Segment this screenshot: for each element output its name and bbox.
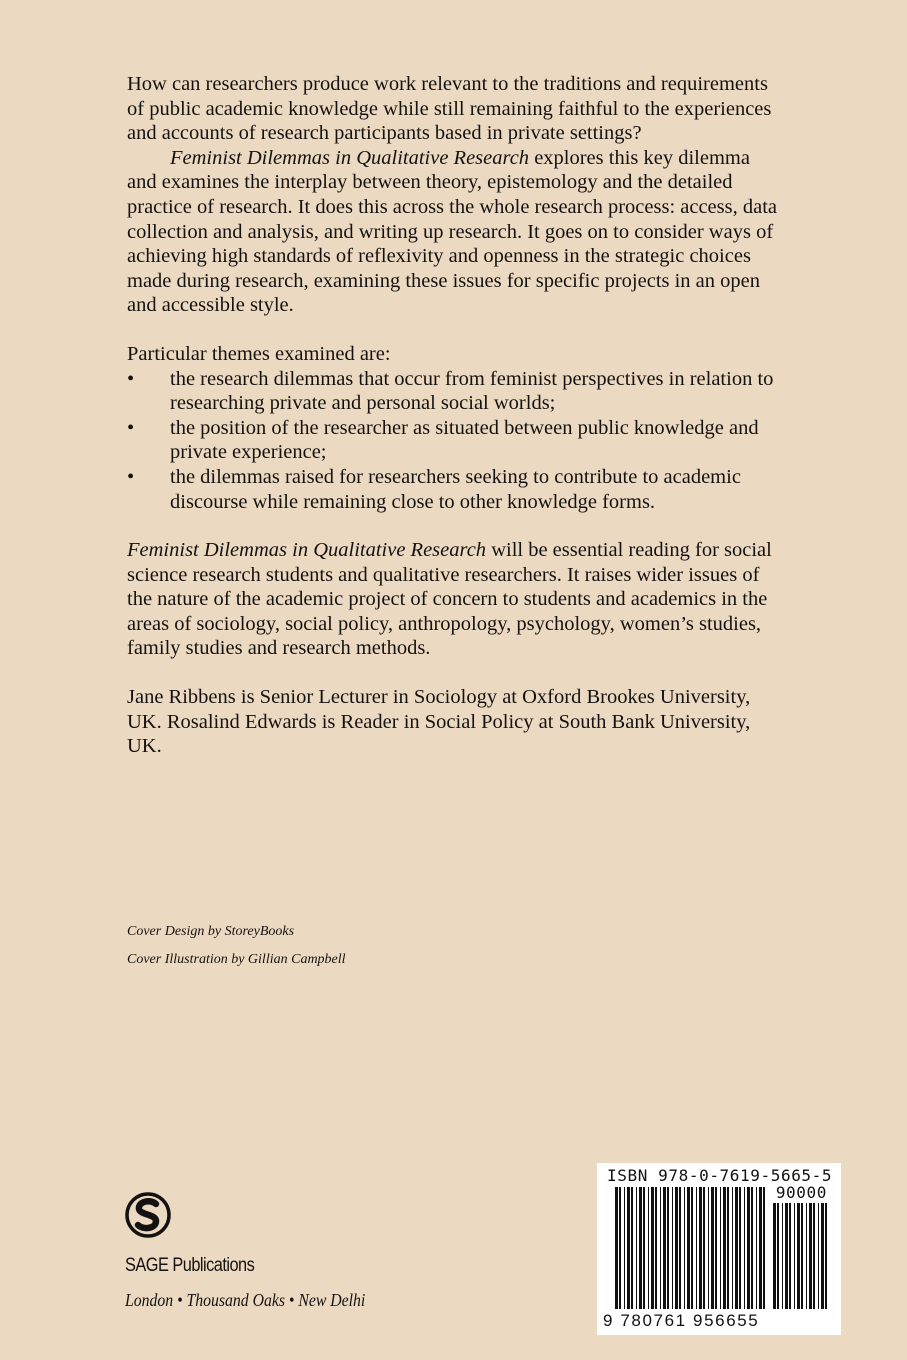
barcode-bar — [703, 1187, 705, 1309]
barcode-bar — [711, 1187, 714, 1309]
barcode-bar — [735, 1187, 738, 1309]
barcode-bar — [723, 1187, 726, 1309]
barcode-bar — [813, 1203, 815, 1309]
barcode-bar — [773, 1203, 776, 1309]
bullet-icon: • — [127, 416, 135, 439]
barcode-bar — [696, 1187, 697, 1309]
bullet-icon: • — [127, 465, 135, 488]
barcode-bar — [720, 1187, 721, 1309]
publisher-places: London • Thousand Oaks • New Delhi — [125, 1290, 366, 1310]
barcode-bar — [651, 1187, 654, 1309]
barcode-bar — [777, 1203, 779, 1309]
barcode-bar — [715, 1187, 717, 1309]
barcode-bar — [660, 1187, 661, 1309]
barcode-bar — [615, 1187, 618, 1309]
readership-paragraph — [127, 538, 777, 661]
themes-intro: Particular themes examined are: — [127, 342, 391, 365]
bullet-icon: • — [127, 367, 135, 390]
barcode-bar — [825, 1203, 827, 1309]
cover-credits — [127, 918, 346, 974]
barcode-bar — [655, 1187, 657, 1309]
barcode-bar — [794, 1203, 795, 1309]
barcode-bar — [821, 1203, 824, 1309]
barcode-bar — [782, 1203, 783, 1309]
barcode-bar — [727, 1187, 729, 1309]
barcode-bar — [732, 1187, 733, 1309]
barcode-bar — [739, 1187, 741, 1309]
barcode-bar — [672, 1187, 673, 1309]
theme-item — [127, 416, 777, 465]
cover-illustration-credit: Cover Illustration by Gillian Campbell — [127, 952, 346, 967]
barcode-bar — [663, 1187, 666, 1309]
back-cover-blurb — [127, 72, 777, 759]
ean-digits: 9 780761 956655 — [603, 1311, 760, 1330]
barcode-bar — [744, 1187, 745, 1309]
intro-paragraph: How can researchers produce work relevant to the traditions and requirements of public academic knowledge while still remaining faithful to the experiences and accounts of research participants based in private settings? — [127, 73, 772, 145]
isbn-number: ISBN 978-0-7619-5665-5 — [607, 1166, 833, 1185]
sage-logo-icon — [125, 1190, 171, 1245]
barcode-bar — [759, 1187, 762, 1309]
cover-design-credit: Cover Design by StoreyBooks — [127, 924, 295, 939]
barcode-bar — [763, 1187, 765, 1309]
barcode-bar — [624, 1187, 625, 1309]
barcode-bar — [691, 1187, 693, 1309]
theme-text: the research dilemmas that occur from feminist perspectives in relation to researching private and personal social worlds; — [170, 367, 774, 415]
barcode-bar — [818, 1203, 819, 1309]
readership-text: will be essential reading for social science research students and qualitative researchers. It raises wider issues of the nature of the academic project of concern to students and academics in the areas of sociology, social policy, anthropology, psychology, women’s studies, family studies and research methods. — [127, 539, 772, 660]
barcode-bar — [747, 1187, 750, 1309]
barcode-bar — [684, 1187, 685, 1309]
barcode-bar — [789, 1203, 791, 1309]
barcode-bar — [785, 1203, 788, 1309]
theme-text: the position of the researcher as situated between public knowledge and private experience; — [170, 416, 759, 464]
barcode-bar — [687, 1187, 690, 1309]
barcode-bar — [806, 1203, 807, 1309]
barcode-bar — [708, 1187, 709, 1309]
isbn-barcode — [597, 1163, 841, 1335]
barcode-bar — [639, 1187, 642, 1309]
barcode-bar — [648, 1187, 649, 1309]
book-title-italic: Feminist Dilemmas in Qualitative Research — [127, 539, 487, 562]
theme-text: the dilemmas raised for researchers seeking to contribute to academic discourse while remaining close to other knowledge forms. — [170, 465, 741, 513]
description-text: explores this key dilemma and examines the interplay between theory, epistemology and the detailed practice of research. It does this across the whole research process: access, data collection and analysis, and writing up research. It goes on to consider ways of achieving high standards of reflexivity and openness in the strategic choices made during research, examining these issues for specific projects in an open and accessible style. — [127, 146, 778, 317]
barcode-bar — [667, 1187, 669, 1309]
barcode-bars — [597, 1163, 841, 1335]
barcode-bar — [751, 1187, 753, 1309]
themes-list — [127, 367, 777, 515]
theme-item — [127, 367, 777, 416]
barcode-bar — [801, 1203, 803, 1309]
publisher-name: SAGE Publications — [125, 1255, 255, 1276]
barcode-bar — [756, 1187, 757, 1309]
barcode-bar — [619, 1187, 621, 1309]
barcode-bar — [631, 1187, 633, 1309]
barcode-bar — [643, 1187, 645, 1309]
book-title-italic: Feminist Dilemmas in Qualitative Research — [170, 146, 530, 169]
barcode-bar — [679, 1187, 681, 1309]
theme-item — [127, 465, 777, 514]
barcode-bar — [627, 1187, 630, 1309]
barcode-bar — [675, 1187, 678, 1309]
author-bio: Jane Ribbens is Senior Lecturer in Sociology at Oxford Brookes University, UK. Rosalind Edwards is Reader in Social Policy at South Bank University, UK. — [127, 686, 751, 758]
barcode-bar — [797, 1203, 800, 1309]
price-code: 90000 — [775, 1183, 827, 1202]
barcode-bar — [699, 1187, 702, 1309]
barcode-bar — [636, 1187, 637, 1309]
barcode-bar — [809, 1203, 812, 1309]
description-paragraph — [127, 146, 777, 318]
